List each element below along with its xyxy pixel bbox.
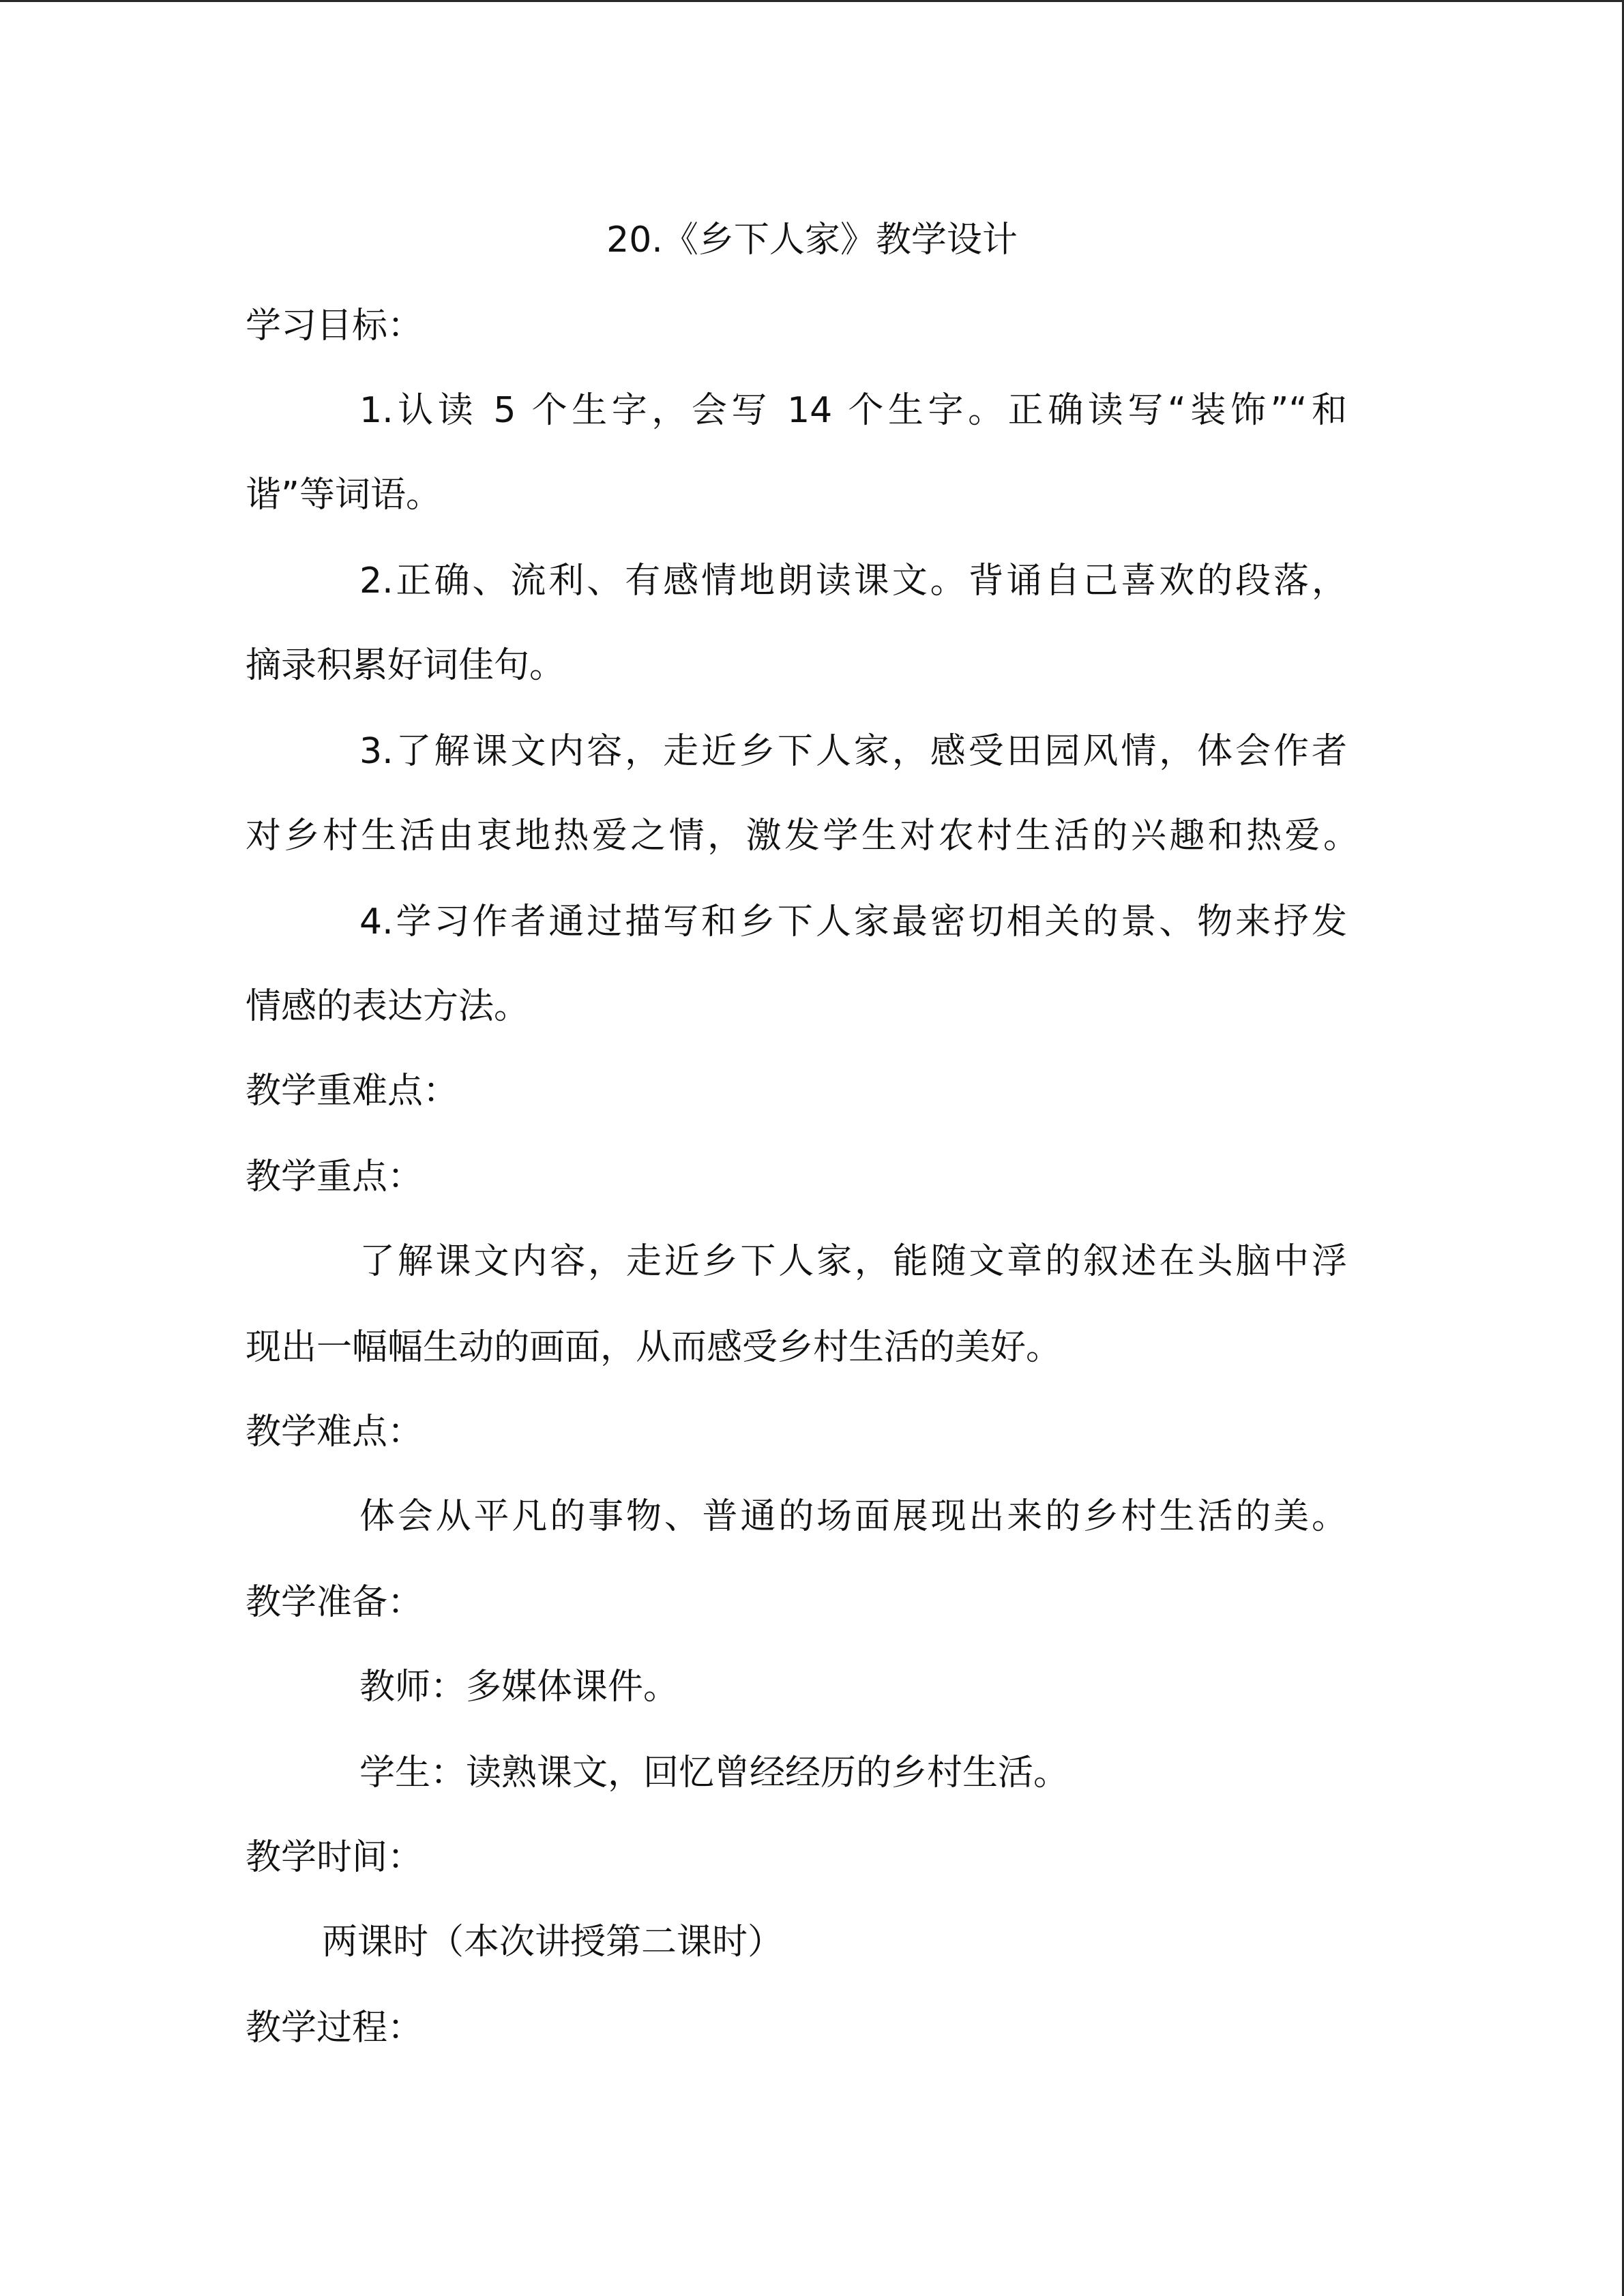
preparation-heading: 教学准备： xyxy=(246,1582,424,1623)
difficult-points-line-1: 体会从平凡的事物、普通的场面展现出来的乡村生活的美。 xyxy=(359,1496,1347,1537)
objective-1-line-1: 1.认读 5 个生字，会写 14 个生字。正确读写“装饰”“和 xyxy=(359,390,1347,431)
objective-1-line-2: 谐”等词语。 xyxy=(246,475,441,516)
objectives-heading: 学习目标： xyxy=(246,305,424,346)
time-heading: 教学时间： xyxy=(246,1837,424,1878)
objective-4-line-1: 4.学习作者通过描写和乡下人家最密切相关的景、物来抒发 xyxy=(359,901,1347,942)
objective-3-line-1: 3.了解课文内容，走近乡下人家，感受田园风情，体会作者 xyxy=(359,731,1347,772)
key-points-heading: 教学重点： xyxy=(246,1157,424,1197)
time-value: 两课时（本次讲授第二课时） xyxy=(322,1922,784,1963)
preparation-student: 学生：读熟课文，回忆曾经经历的乡村生活。 xyxy=(359,1753,1069,1793)
objective-2-line-2: 摘录积累好词佳句。 xyxy=(246,645,565,686)
objective-3-line-2: 对乡村生活由衷地热爱之情，激发学生对农村生活的兴趣和热爱。 xyxy=(246,816,1359,856)
key-difficult-heading: 教学重难点： xyxy=(246,1071,459,1112)
page-top-border xyxy=(0,0,1624,2)
objective-4-line-2: 情感的表达方法。 xyxy=(246,986,530,1027)
difficult-points-heading: 教学难点： xyxy=(246,1412,424,1452)
process-heading: 教学过程： xyxy=(246,2008,424,2048)
objective-2-line-1: 2.正确、流利、有感情地朗读课文。背诵自己喜欢的段落， xyxy=(359,561,1347,601)
key-points-line-2: 现出一幅幅生动的画面，从而感受乡村生活的美好。 xyxy=(246,1327,1062,1368)
preparation-teacher: 教师：多媒体课件。 xyxy=(359,1667,679,1708)
key-points-line-1: 了解课文内容，走近乡下人家，能随文章的叙述在头脑中浮 xyxy=(359,1241,1347,1282)
document-title: 20.《乡下人家》教学设计 xyxy=(606,220,1018,260)
